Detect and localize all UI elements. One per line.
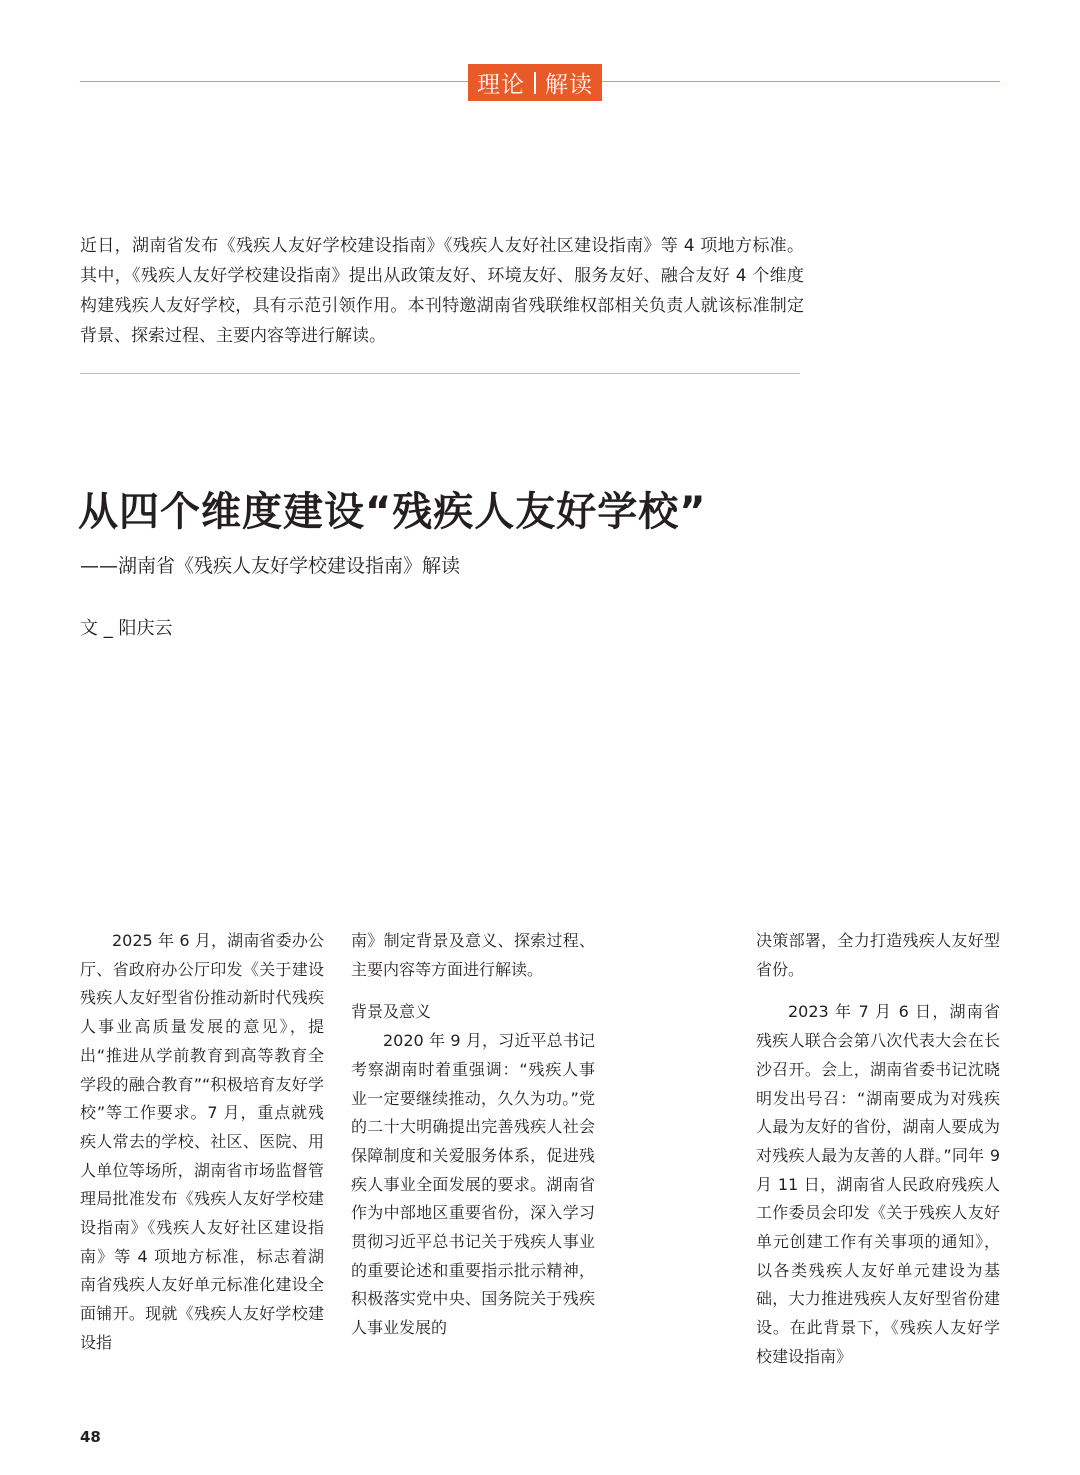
body-paragraph: 2025 年 6 月，湖南省委办公厅、省政府办公厅印发《关于建设残疾人友好型省份推动新时代残疾人事业高质量发展的意见》，提出“推进从学前教育到高等教育全学段的融合教育”“积极培育友好学校”等工作要求。7 月，重点就残疾人常去的学校、社区、医院、用人单位等场所，湖南省市场监督管理局批准发布《残疾人友好学校建设指南》《残疾人友好社区建设指南》等 4 项地方标准，标志着湖南省残疾人友好单元标准化建设全面铺开。现就《残疾人友好学校建设指 (80, 931, 324, 1352)
intro-divider (80, 373, 800, 374)
body-paragraph: 2023 年 7 月 6 日，湖南省残疾人联合会第八次代表大会在长沙召开。会上，湖南省委书记沈晓明发出号召：“湖南要成为对残疾人最为友好的省份，湖南人要成为对残疾人最为友善的人群。”同年 9 月 11 日，湖南省人民政府残疾人工作委员会印发《关于残疾人友好单元创建工作有关事项的通知》，以各类残疾人友好单元建设为基础，大力推进残疾人友好型省份建设。在此背景下，《残疾人友好学校建设指南》 (756, 1002, 1000, 1366)
body-paragraph: 决策部署，全力打造残疾人友好型省份。 (756, 931, 1000, 979)
article-subtitle: ——湖南省《残疾人友好学校建设指南》解读 (80, 555, 461, 577)
body-column-1 (80, 927, 324, 1358)
page-number: 48 (80, 1428, 101, 1446)
section-heading: 背景及意义 (351, 1002, 432, 1022)
body-paragraph: 2020 年 9 月，习近平总书记考察湖南时着重强调：“残疾人事业一定要继续推动，久久为功。”党的二十大明确提出完善残疾人社会保障制度和关爱服务体系，促进残疾人事业全面发展的要求。湖南省作为中部地区重要省份，深入学习贯彻习近平总书记关于残疾人事业的重要论述和重要指示批示精神，积极落实党中央、国务院关于残疾人事业发展的 (351, 1031, 595, 1338)
intro-paragraph: 近日，湖南省发布《残疾人友好学校建设指南》《残疾人友好社区建设指南》等 4 项地方标准。其中，《残疾人友好学校建设指南》提出从政策友好、环境友好、服务友好、融合友好 4 个维度构建残疾人友好学校，具有示范引领作用。本刊特邀湖南省残联维权部相关负责人就该标准制定背景、探索过程、主要内容等进行解读。 (80, 236, 804, 346)
article-title: 从四个维度建设“残疾人友好学校” (78, 489, 707, 535)
section-tag (468, 64, 602, 101)
section-tag-theory: 理论 (477, 72, 525, 98)
body-column-2 (351, 927, 595, 1343)
section-tag-interpretation: 解读 (545, 72, 593, 98)
body-paragraph: 南》制定背景及意义、探索过程、主要内容等方面进行解读。 (351, 931, 595, 979)
body-column-3 (756, 927, 1000, 1372)
section-tag-divider (534, 72, 536, 94)
article-byline: 文 _ 阳庆云 (80, 618, 173, 639)
